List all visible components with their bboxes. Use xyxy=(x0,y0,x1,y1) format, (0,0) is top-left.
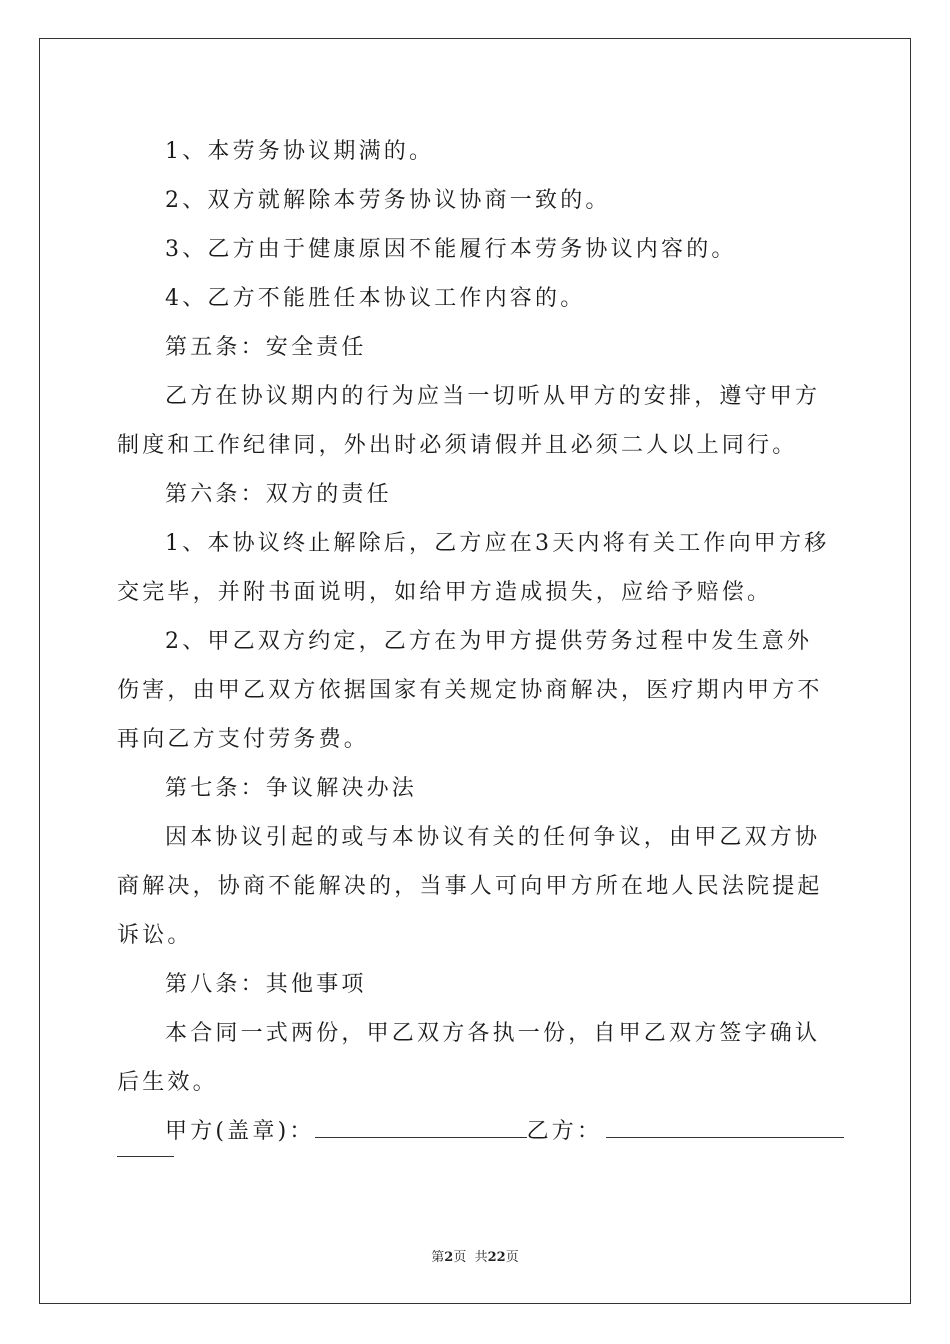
article-7-body: 因本协议引起的或与本协议有关的任何争议，由甲乙双方协商解决，协商不能解决的，当事人可向甲方所在地人民法院提起诉讼。 xyxy=(117,825,823,948)
document-body xyxy=(117,127,837,1156)
footer-prefix: 第 xyxy=(431,1250,445,1265)
article-6-heading: 第六条：双方的责任 xyxy=(165,482,392,507)
article-5-body: 乙方在协议期内的行为应当一切听从甲方的安排，遵守甲方制度和工作纪律同，外出时必须请假并且必须二人以上同行。 xyxy=(117,384,821,458)
article-6-item-2: 2、甲乙双方约定，乙方在为甲方提供劳务过程中发生意外伤害，由甲乙双方依据国家有关规定协商解决，医疗期内甲方不再向乙方支付劳务费。 xyxy=(117,629,823,752)
clause-item-2: 2、双方就解除本劳务协议协商一致的。 xyxy=(165,188,611,213)
footer-suffix: 页 xyxy=(505,1250,519,1265)
party-a-label: 甲方(盖章)： xyxy=(165,1119,315,1144)
article-7-heading: 第七条：争议解决办法 xyxy=(165,776,418,801)
party-b-label: 乙方： xyxy=(526,1119,603,1144)
page-footer xyxy=(0,1246,950,1265)
party-a-signature-blank xyxy=(315,1121,527,1138)
total-pages-number: 22 xyxy=(487,1250,506,1265)
clause-item-1: 1、本劳务协议期满的。 xyxy=(165,139,435,164)
party-b-signature-blank-continued xyxy=(117,1156,174,1157)
article-8-heading: 第八条：其他事项 xyxy=(165,972,367,997)
article-5-heading: 第五条：安全责任 xyxy=(165,335,367,360)
clause-item-3: 3、乙方由于健康原因不能履行本劳务协议内容的。 xyxy=(165,237,737,262)
current-page-number: 2 xyxy=(444,1250,454,1265)
clause-item-4: 4、乙方不能胜任本协议工作内容的。 xyxy=(165,286,586,311)
party-b-signature-blank xyxy=(606,1121,844,1138)
footer-mid: 页 共 xyxy=(453,1250,488,1265)
article-6-item-1: 1、本协议终止解除后，乙方应在3天内将有关工作向甲方移交完毕，并附书面说明，如给甲方造成损失，应给予赔偿。 xyxy=(117,531,830,605)
article-8-body: 本合同一式两份，甲乙双方各执一份，自甲乙双方签字确认后生效。 xyxy=(117,1021,821,1095)
signature-line xyxy=(117,1107,837,1156)
